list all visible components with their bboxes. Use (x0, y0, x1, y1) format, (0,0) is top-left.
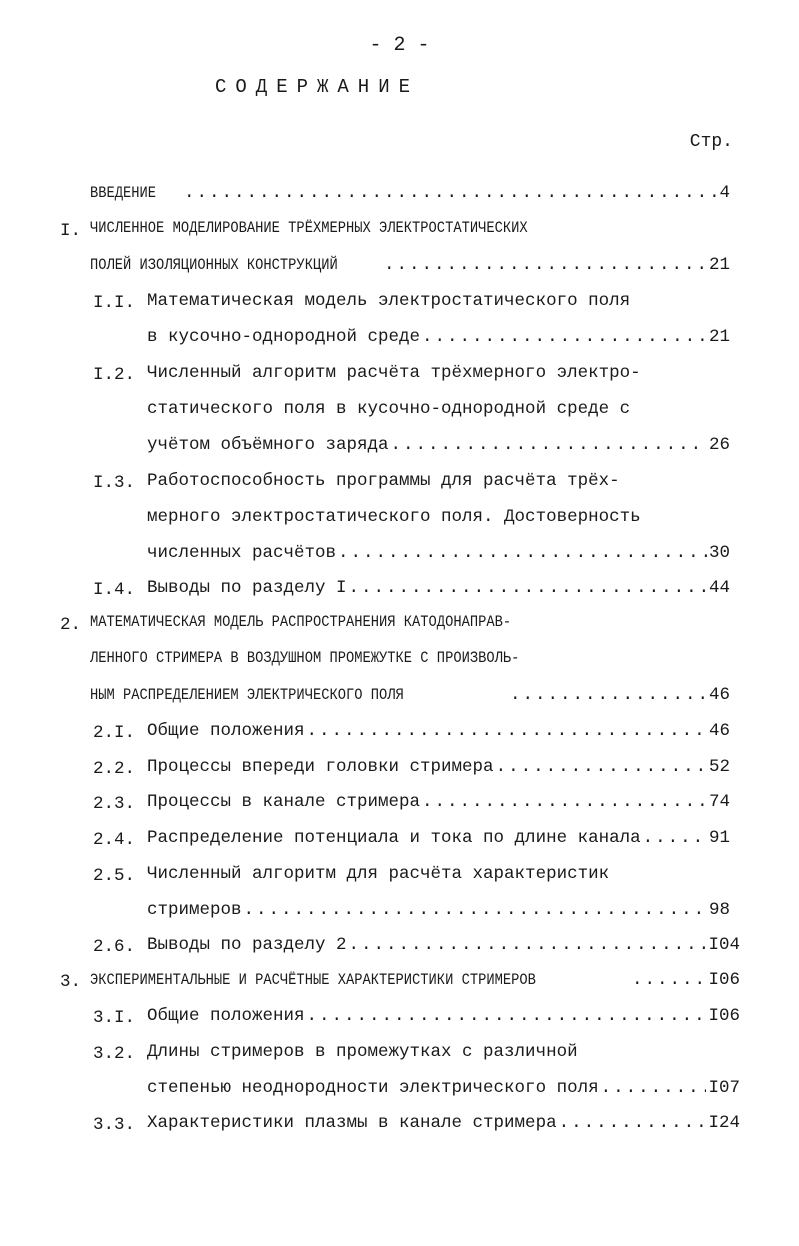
section-number: 2.2. (93, 759, 136, 779)
entry-text: стримеров (147, 900, 242, 920)
entry-text: Численный алгоритм расчёта трёхмерного электро- (147, 363, 641, 383)
page-column-label: Стр. (689, 132, 733, 152)
toc-entry-s2-5-line2[interactable] (147, 900, 730, 924)
entry-page: I06 (708, 970, 740, 990)
entry-page: I07 (708, 1078, 740, 1098)
toc-entry-s1-3-line2[interactable] (147, 507, 730, 531)
entry-text: Общие положения (147, 1006, 305, 1026)
entry-text: в кусочно-однородной среде (147, 327, 421, 347)
leader-dots (307, 721, 707, 741)
toc-entry-ch2-line3[interactable] (90, 685, 730, 709)
section-number: 2.6. (93, 937, 136, 957)
entry-text: ЛЕННОГО СТРИМЕРА В ВОЗДУШНОМ ПРОМЕЖУТКЕ С ПРОИЗВОЛЬ- (90, 649, 520, 667)
entry-page: 44 (708, 578, 730, 598)
chapter-number: 2. (60, 615, 82, 635)
entry-text: мерного электростатического поля. Достоверность (147, 507, 641, 527)
leader-dots (422, 327, 707, 347)
toc-entry-s2-1[interactable] (147, 721, 730, 745)
entry-text: статического поля в кусочно-однородной среде с (147, 399, 631, 419)
leader-dots (349, 578, 707, 598)
entry-page: 4 (719, 183, 730, 203)
entry-text: Распределение потенциала и тока по длине канала (147, 828, 641, 848)
toc-entry-s2-3[interactable] (147, 792, 730, 816)
toc-entry-s1-4[interactable] (147, 578, 730, 602)
entry-text: численных расчётов (147, 543, 337, 563)
leader-dots (391, 435, 707, 455)
toc-entry-s1-2-line1[interactable] (147, 363, 730, 387)
entry-page: 98 (708, 900, 730, 920)
toc-entry-s1-1-line2[interactable] (147, 327, 730, 351)
entry-text: Длины стримеров в промежутках с различной (147, 1042, 578, 1062)
entry-text: Процессы впереди головки стримера (147, 757, 494, 777)
toc-entry-intro[interactable] (90, 183, 730, 207)
entry-text: ВВЕДЕНИЕ (90, 184, 157, 202)
entry-page: 74 (708, 792, 730, 812)
toc-entry-s2-4[interactable] (147, 828, 730, 852)
entry-page: 52 (708, 757, 730, 777)
toc-entry-ch3[interactable] (90, 970, 740, 994)
entry-text: ПОЛЕЙ ИЗОЛЯЦИОННЫХ КОНСТРУКЦИЙ (90, 256, 338, 274)
leader-dots (338, 543, 707, 563)
leader-dots (559, 1113, 707, 1133)
entry-text: Выводы по разделу 2 (147, 935, 347, 955)
entry-page: 26 (708, 435, 730, 455)
toc-entry-s1-1-line1[interactable] (147, 291, 730, 315)
entry-page: 21 (708, 327, 730, 347)
toc-entry-ch1-line2[interactable] (90, 255, 730, 279)
chapter-number: 3. (60, 972, 82, 992)
section-number: I.I. (93, 293, 136, 313)
leader-dots (244, 900, 707, 920)
entry-text: степенью неоднородности электрического поля (147, 1078, 599, 1098)
toc-entry-s3-1[interactable] (147, 1006, 740, 1030)
leader-dots (632, 970, 706, 990)
entry-page: 21 (708, 255, 730, 275)
section-number: I.2. (93, 365, 136, 385)
entry-text: Численный алгоритм для расчёта характеристик (147, 864, 610, 884)
toc-entry-ch1-line1[interactable] (90, 219, 730, 243)
entry-text: Процессы в канале стримера (147, 792, 421, 812)
toc-entry-s2-5-line1[interactable] (147, 864, 730, 888)
entry-text: ЧИСЛЕННОЕ МОДЕЛИРОВАНИЕ ТРЁХМЕРНЫХ ЭЛЕКТРОСТАТИЧЕСКИХ (90, 219, 528, 237)
entry-text: Характеристики плазмы в канале стримера (147, 1113, 557, 1133)
toc-entry-s1-3-line3[interactable] (147, 543, 730, 567)
toc-entry-s2-2[interactable] (147, 757, 730, 781)
entry-page: 46 (708, 685, 730, 705)
toc-entry-s3-2-line2[interactable] (147, 1078, 740, 1102)
section-number: 2.5. (93, 866, 136, 886)
entry-text: НЫМ РАСПРЕДЕЛЕНИЕМ ЭЛЕКТРИЧЕСКОГО ПОЛЯ (90, 686, 404, 704)
entry-text: Работоспособность программы для расчёта трёх- (147, 471, 620, 491)
leader-dots (422, 792, 707, 812)
leader-dots (510, 685, 707, 705)
leader-dots (349, 935, 707, 955)
page-title: СОДЕРЖАНИЕ (214, 76, 420, 98)
leader-dots (643, 828, 707, 848)
section-number: 3.I. (93, 1008, 136, 1028)
section-number: 2.I. (93, 723, 136, 743)
toc-entry-s1-3-line1[interactable] (147, 471, 730, 495)
section-number: 3.3. (93, 1115, 136, 1135)
leader-dots (384, 255, 707, 275)
toc-entry-s1-2-line2[interactable] (147, 399, 730, 423)
leader-dots (496, 757, 707, 777)
toc-entry-s2-6[interactable] (147, 935, 740, 959)
entry-page: 91 (708, 828, 730, 848)
entry-page: 30 (708, 543, 730, 563)
leader-dots (307, 1006, 707, 1026)
section-number: I.4. (93, 580, 136, 600)
entry-page: I06 (708, 1006, 740, 1026)
toc-entry-ch2-line2[interactable] (90, 649, 730, 673)
entry-text: МАТЕМАТИЧЕСКАЯ МОДЕЛЬ РАСПРОСТРАНЕНИЯ КАТОДОНАПРАВ- (90, 613, 512, 631)
leader-dots (184, 183, 717, 203)
page-number: - 2 - (369, 34, 430, 57)
toc-entry-s1-2-line3[interactable] (147, 435, 730, 459)
leader-dots (601, 1078, 707, 1098)
toc-entry-ch2-line1[interactable] (90, 613, 730, 637)
section-number: 3.2. (93, 1044, 136, 1064)
entry-text: Общие положения (147, 721, 305, 741)
toc-entry-s3-2-line1[interactable] (147, 1042, 740, 1066)
section-number: I.3. (93, 473, 136, 493)
entry-page: 46 (708, 721, 730, 741)
entry-page: I04 (708, 935, 740, 955)
entry-page: I24 (708, 1113, 740, 1133)
entry-text: ЭКСПЕРИМЕНТАЛЬНЫЕ И РАСЧЁТНЫЕ ХАРАКТЕРИСТИКИ СТРИМЕРОВ (90, 971, 536, 989)
toc-entry-s3-3[interactable] (147, 1113, 740, 1137)
entry-text: учётом объёмного заряда (147, 435, 389, 455)
section-number: 2.3. (93, 794, 136, 814)
entry-text: Выводы по разделу I (147, 578, 347, 598)
entry-text: Математическая модель электростатического поля (147, 291, 631, 311)
chapter-number: I. (60, 221, 82, 241)
section-number: 2.4. (93, 830, 136, 850)
